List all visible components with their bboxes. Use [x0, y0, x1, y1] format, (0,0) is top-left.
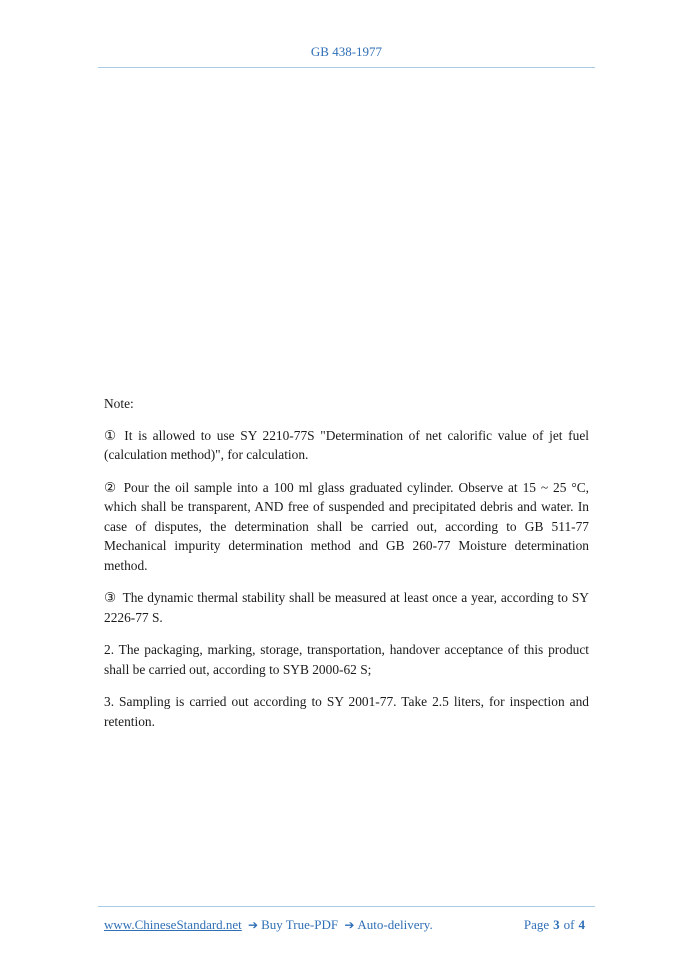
- circled-two-marker: ②: [104, 479, 118, 495]
- circled-three-marker: ③: [104, 590, 117, 605]
- note-label: Note:: [104, 396, 134, 411]
- note-item-1: [104, 426, 589, 465]
- note-item-3: [104, 588, 589, 627]
- current-page-number: 3: [553, 917, 560, 932]
- paragraph-packaging: 2. The packaging, marking, storage, transportation, handover acceptance of this product shall be carried out, according to SYB 2000-62 S;: [104, 642, 589, 677]
- note-item-2-text: Pour the oil sample into a 100 ml glass graduated cylinder. Observe at 15 ~ 25 °C, which shall be transparent, AND free of suspended and precipitated debris and water. In case of disputes, the determination shall be carried out, according to GB 511-77 Mechanical impurity determination method and GB 260-77 Moisture determination method.: [104, 479, 589, 573]
- arrow-right-icon: ➔: [248, 918, 259, 932]
- total-pages-number: 4: [578, 917, 585, 932]
- website-link[interactable]: www.ChineseStandard.net: [104, 917, 242, 932]
- page-label: Page: [523, 917, 550, 932]
- note-item-3-text: The dynamic thermal stability shall be measured at least once a year, according to SY 2226-77 S.: [104, 590, 589, 625]
- circled-one-marker: ①: [104, 427, 119, 443]
- paragraph-sampling: 3. Sampling is carried out according to SY 2001-77. Take 2.5 liters, for inspection and retention.: [104, 694, 589, 729]
- footer-links: [104, 917, 433, 933]
- page-number: [524, 917, 585, 933]
- header-divider: [98, 67, 595, 68]
- auto-delivery-text: Auto-delivery.: [357, 917, 433, 932]
- note-item-2: [104, 478, 589, 576]
- buy-true-pdf-text: Buy True-PDF: [261, 917, 339, 932]
- page-of-label: of: [563, 917, 575, 932]
- page-header-title: GB 438-1977: [310, 44, 383, 59]
- arrow-right-icon: ➔: [344, 918, 355, 932]
- footer-divider: [98, 906, 595, 907]
- note-item-1-text: It is allowed to use SY 2210-77S "Determination of net calorific value of jet fuel (calculation method)", for calculation.: [104, 427, 589, 462]
- document-body: [104, 394, 589, 744]
